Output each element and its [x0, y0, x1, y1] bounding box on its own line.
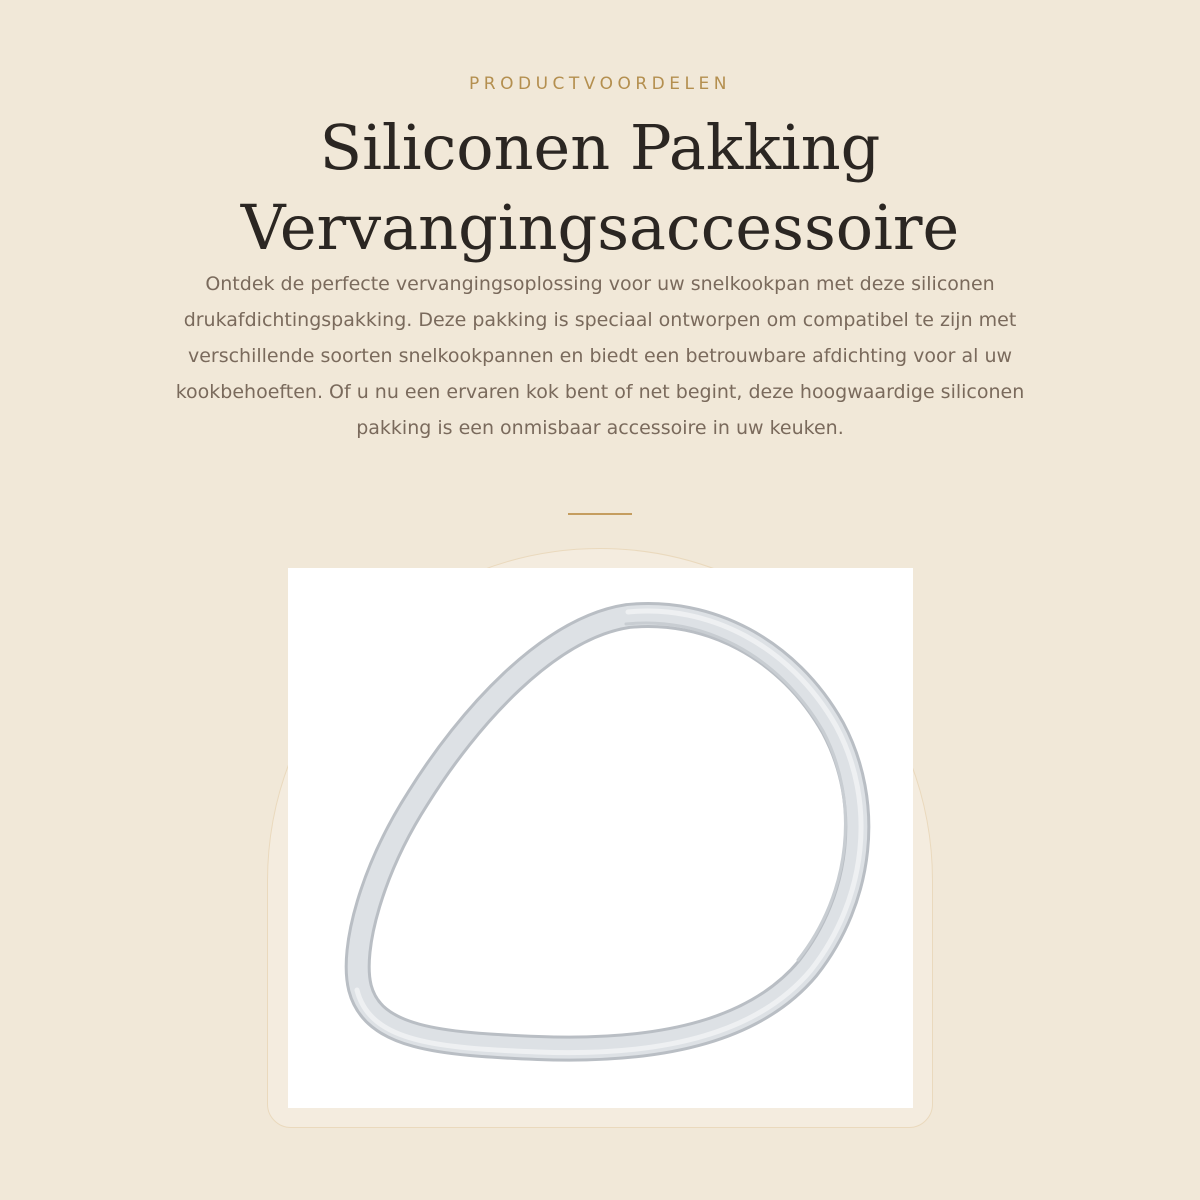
accent-divider: [568, 513, 632, 515]
product-description: Ontdek de perfecte vervangingsoplossing voor uw snelkookpan met deze siliconen drukafdichtingspakking. Deze pakking is speciaal ontworpen om compatibel te zijn met verschillende soorten snelkookpannen en biedt een betrouwbare afdichting voor al uw kookbehoeften. Of u nu een ervaren kok bent of net begint, deze hoogwaardige siliconen pakking is een onmisbaar accessoire in uw keuken.: [175, 273, 1025, 439]
page-title: [0, 108, 1200, 268]
title-line-2: Vervangingsaccessoire: [240, 191, 960, 264]
title-line-1: Siliconen Pakking: [319, 111, 881, 184]
section-eyebrow: PRODUCTVOORDELEN: [469, 74, 731, 94]
product-photo: [288, 568, 913, 1108]
silicone-gasket-ring-icon: [288, 568, 913, 1108]
